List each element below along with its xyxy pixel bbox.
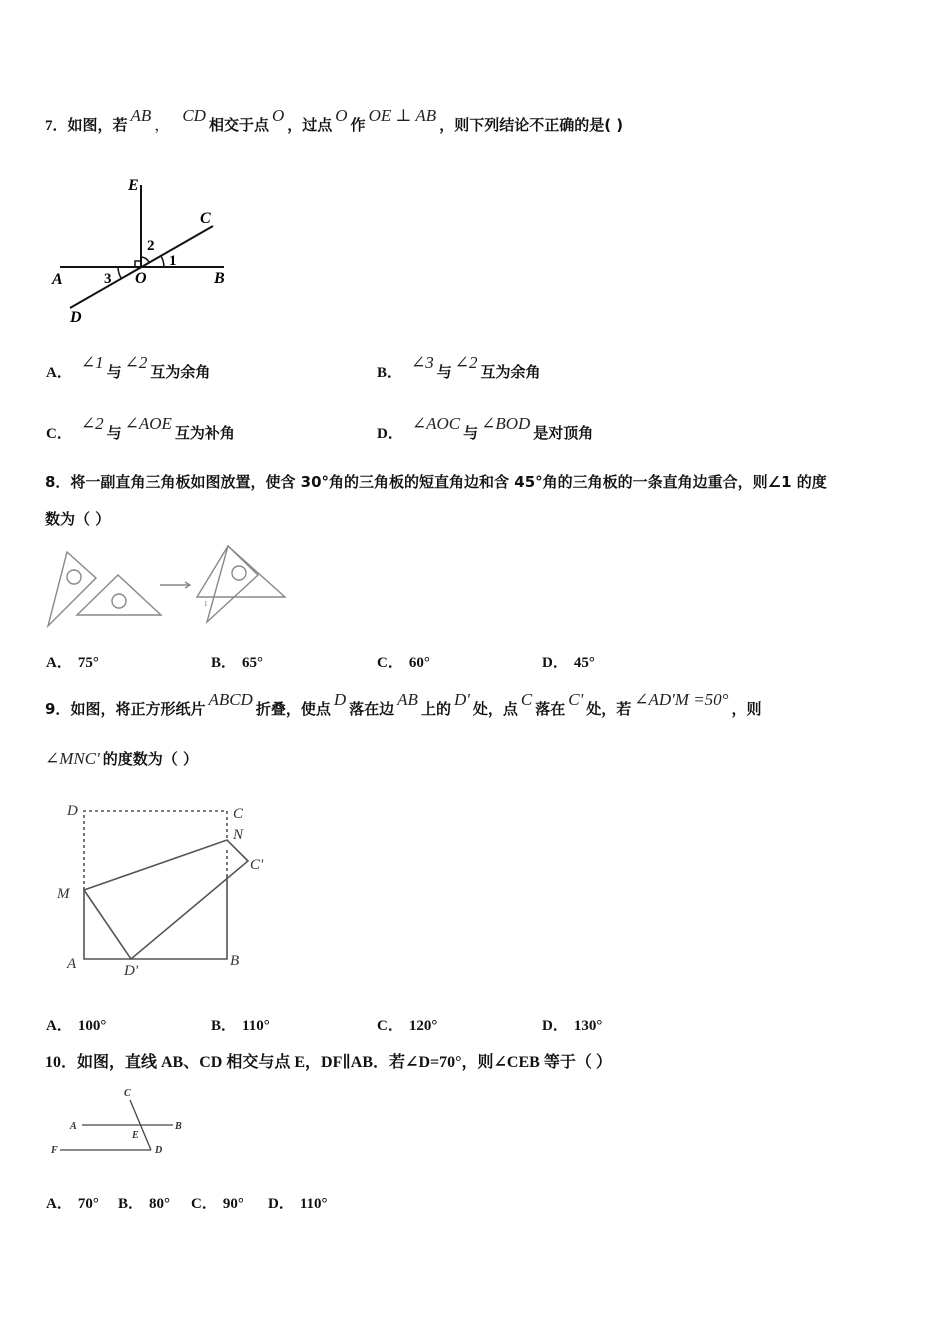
math-angle: ∠2 xyxy=(454,353,478,372)
option-label: D． xyxy=(268,1196,294,1212)
stem-text: 落在 xyxy=(535,700,566,718)
option-label: B． xyxy=(377,365,403,381)
option-label: B． xyxy=(211,1018,237,1034)
label-b: B xyxy=(230,953,240,969)
stem-text: ，过点 xyxy=(287,116,333,134)
label-f: F xyxy=(51,1145,58,1156)
option-9d[interactable] xyxy=(542,1014,602,1035)
label-o: O xyxy=(135,270,147,287)
stem-text: 相交于点 xyxy=(208,116,269,134)
label-n: N xyxy=(233,827,244,843)
math-angle: ∠2 xyxy=(124,353,148,372)
math-angle: ∠BOD xyxy=(481,414,531,433)
stem-text: 上的 xyxy=(420,700,451,718)
option-label: A． xyxy=(46,1196,72,1212)
option-value: 80° xyxy=(149,1196,171,1212)
option-9c[interactable] xyxy=(377,1014,437,1035)
question-8-stem-line2: 数为（ ） xyxy=(45,510,111,528)
math-c: C xyxy=(520,690,533,709)
stem-text: 的度数为（ ） xyxy=(102,750,198,768)
math-abcd: ABCD xyxy=(208,690,253,709)
angle-1-label: 1 xyxy=(169,253,177,269)
label-a: A xyxy=(67,956,77,972)
math-d-prime: D' xyxy=(453,690,470,709)
stem-text: 作 xyxy=(350,116,366,134)
option-label: D． xyxy=(542,655,568,671)
option-8a[interactable] xyxy=(46,651,99,672)
label-d: D xyxy=(70,309,82,326)
question-8-stem-line1: 8．将一副直角三角板如图放置，使含 30°角的三角板的短直角边和含 45°角的三角板的一条直角边重合，则∠1 的度 xyxy=(45,473,827,491)
option-text: 与 xyxy=(436,363,452,381)
stem-text: 落在边 xyxy=(349,700,395,718)
question-7-figure xyxy=(40,170,260,330)
stem-text: 处，若 xyxy=(586,700,632,718)
option-text: 互为余角 xyxy=(150,363,211,381)
question-8-figure xyxy=(40,540,300,635)
option-value: 130° xyxy=(573,1018,603,1034)
label-b: B xyxy=(175,1121,182,1132)
option-label: C． xyxy=(46,426,72,442)
math-ab: AB xyxy=(130,106,152,125)
option-value: 45° xyxy=(573,655,595,671)
math-o: O xyxy=(271,106,285,125)
question-9-stem-line2 xyxy=(45,748,198,769)
option-text: 互为余角 xyxy=(480,363,541,381)
math-angle: ∠3 xyxy=(411,353,434,372)
angle-3-label: 3 xyxy=(104,271,112,287)
label-d: D xyxy=(67,803,78,819)
math-cd: CD xyxy=(182,106,206,125)
question-9-stem-line1 xyxy=(45,690,762,719)
option-10b[interactable] xyxy=(118,1192,170,1213)
stem-text: 处，点 xyxy=(472,700,518,718)
label-c: C xyxy=(200,210,211,227)
label-e: E xyxy=(132,1130,139,1141)
option-value: 100° xyxy=(77,1018,107,1034)
option-9a[interactable] xyxy=(46,1014,106,1035)
option-label: D． xyxy=(377,426,403,442)
label-a: A xyxy=(52,271,63,288)
math-d: D xyxy=(333,690,347,709)
question-10-stem: 10．如图，直线 AB、CD 相交与点 E，DF∥AB．若∠D=70°，则∠CEB 等于（ ） xyxy=(45,1054,612,1071)
label-b: B xyxy=(214,270,225,287)
stem-text: ，则下列结论不正确的是( ) xyxy=(439,116,624,134)
option-label: C． xyxy=(377,1018,403,1034)
option-value: 60° xyxy=(408,655,430,671)
option-label: A． xyxy=(46,655,72,671)
option-8d[interactable] xyxy=(542,651,595,672)
option-label: D． xyxy=(542,1018,568,1034)
math-angle-adm: ∠AD'M =50° xyxy=(634,690,729,709)
option-7a[interactable] xyxy=(46,353,211,382)
option-value: 65° xyxy=(242,655,264,671)
option-label: A． xyxy=(46,365,72,381)
label-a: A xyxy=(70,1121,77,1132)
option-text: 是对顶角 xyxy=(533,424,594,442)
math-ab: AB xyxy=(397,690,418,709)
option-7c[interactable] xyxy=(46,414,235,443)
option-10c[interactable] xyxy=(191,1192,244,1213)
option-text: 与 xyxy=(106,424,122,442)
option-text: 与 xyxy=(463,424,479,442)
label-m: M xyxy=(57,886,70,902)
math-oe-perp-ab: OE ⊥ AB xyxy=(368,106,437,125)
angle-1-label: 1 xyxy=(204,600,208,608)
option-label: B． xyxy=(211,655,237,671)
math-angle: ∠2 xyxy=(80,414,104,433)
math-o: O xyxy=(335,106,348,125)
math-angle: ∠AOE xyxy=(124,414,172,433)
stem-text: 如图，将正方形纸片 xyxy=(70,700,206,718)
option-10d[interactable] xyxy=(268,1192,328,1213)
option-label: A． xyxy=(46,1018,72,1034)
option-text: 与 xyxy=(106,363,122,381)
option-value: 120° xyxy=(408,1018,438,1034)
option-value: 75° xyxy=(77,655,99,671)
stem-text: 折叠，使点 xyxy=(255,700,331,718)
option-text: 互为补角 xyxy=(174,424,235,442)
math-c-prime: C' xyxy=(568,690,584,709)
math-angle: ∠1 xyxy=(80,353,104,372)
label-d: D xyxy=(155,1145,163,1156)
option-10a[interactable] xyxy=(46,1192,99,1213)
option-label: C． xyxy=(377,655,403,671)
option-9b[interactable] xyxy=(211,1014,270,1035)
angle-2-label: 2 xyxy=(147,238,155,254)
label-c: C xyxy=(233,806,244,822)
option-7b[interactable] xyxy=(377,353,541,382)
option-8b[interactable] xyxy=(211,651,263,672)
question-9-figure xyxy=(40,790,280,985)
option-value: 70° xyxy=(77,1196,99,1212)
stem-text: 如图，若 xyxy=(67,116,128,134)
stem-text: ，则 xyxy=(731,700,762,718)
label-d-prime: D' xyxy=(124,963,139,979)
option-value: 110° xyxy=(299,1196,328,1212)
option-value: 90° xyxy=(222,1196,244,1212)
question-number: 7． xyxy=(45,118,68,134)
option-label: B． xyxy=(118,1196,144,1212)
math-angle: ∠AOC xyxy=(411,414,461,433)
stem-text: ， xyxy=(154,116,170,134)
question-7-stem xyxy=(45,106,624,135)
math-angle-mnc: ∠MNC' xyxy=(45,749,100,768)
question-number: 9． xyxy=(45,700,71,718)
option-7d[interactable] xyxy=(377,414,594,443)
question-10-figure xyxy=(40,1080,200,1160)
option-value: 110° xyxy=(242,1018,270,1034)
label-e: E xyxy=(128,177,139,194)
label-c: C xyxy=(124,1088,131,1099)
label-c-prime: C' xyxy=(250,857,264,873)
option-label: C． xyxy=(191,1196,217,1212)
option-8c[interactable] xyxy=(377,651,430,672)
